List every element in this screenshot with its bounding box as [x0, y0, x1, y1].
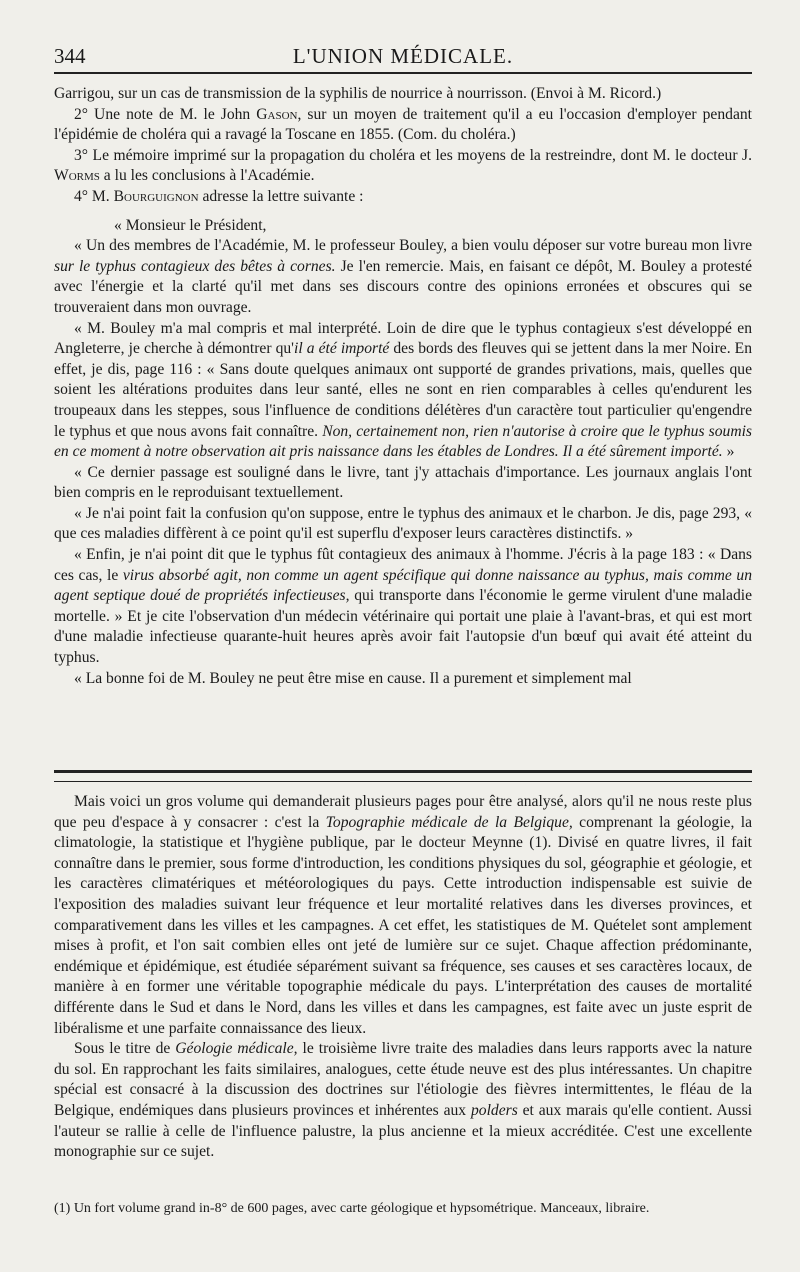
person-name: Gason [256, 105, 298, 123]
page-header [54, 44, 752, 72]
person-name: Worms [54, 167, 100, 185]
paragraph: 3° Le mémoire imprimé sur la propagation du choléra et les moyens de la restreindre, dont M. le docteur J. Worms a lu les conclusions à l'Académie. [54, 146, 752, 185]
paragraph: « M. Bouley m'a mal compris et mal interprété. Loin de dire que le typhus contagieux s'est développé en Angleterre, je cherche à démontrer qu'il a été importé des bords des fleuves qui se jettent dans la mer Noire. En effet, je dis, page 116 : « Sans doute quelques animaux ont supporté de grandes privations, mais, quelles que soient les altérations produites dans leur santé, elles ne sont en rien comparables à celles qu'endurent les troupeaux dans les steppes, sous l'influence de conditions délétères d'un caractère tout particulier qu'engendre le typhus et que nous avons fait connaître. Non, certainement non, rien n'autorise à croire que le typhus soumis en ce moment à notre observation ait pris naissance dans les étables de Londres. Il a été sûrement importé. » [54, 319, 752, 461]
paragraph: Sous le titre de Géologie médicale, le troisième livre traite des maladies dans leurs rapports avec la nature du sol. En rapprochant les faits similaires, analogues, cette étude neuve est des plus intéressantes. Un chapitre spécial est consacré à la discussion des doctrines sur l'étiologie des fièvres intermittentes, le fléau de la Belgique, endémiques dans plusieurs provinces et inhérentes aux polders et aux marais qu'elle contient. Aussi l'auteur se rallie à celle de l'influence palustre, la plus ancienne et la mieux accréditée. C'est une excellente monographie sur ce sujet. [54, 1040, 753, 1161]
paragraph: Garrigou, sur un cas de transmission de la syphilis de nourrice à nourrisson. (Envoi à M. Ricord.) [54, 85, 662, 102]
letter-salutation: « Monsieur le Président, [114, 216, 267, 234]
paragraph: Mais voici un gros volume qui demanderait plusieurs pages pour être analysé, alors qu'il ne nous reste plus que peu d'espace à y consacrer : c'est la Topographie médicale de la Belgique, comprenant la géologie, la climatologie, la statistique et l'hygiène publique, par le docteur Meynne (1). Divisé en quatre livres, il fait connaître dans le premier, sous forme d'introduction, les conditions physiques du sol, géographie et géologie, et les caractères climatériques et météorologiques du pays. Cette introduction indispensable est suivie de l'exposition des maladies suivant leur fréquence et leur mortalité relatives dans les diverses provinces, et comparativement dans les villes et les campagnes. A cet effet, les statistiques de M. Quételet sont amplement mises à profit, et l'on sait combien elles ont jeté de lumière sur ce sujet. Chaque affection prédominante, endémique et épidémique, est étudiée séparément suivant sa fréquence, ses causes et ses caractères locaux, de manière à en former une véritable topographie médicale du pays. L'interprétation des causes de mortalité différente dans le Sud et dans le Nord, dans les villes et dans les campagnes, est faite avec un juste esprit de libéralisme et une parfaite connaissance des lieux. [54, 793, 752, 1037]
page-number: 344 [54, 44, 86, 68]
paragraph: « La bonne foi de M. Bouley ne peut être mise en cause. Il a purement et simplement mal [74, 669, 632, 687]
paragraph: « Un des membres de l'Académie, M. le professeur Bouley, a bien voulu déposer sur votre bureau mon livre sur le typhus contagieux des bêtes à cornes. Je l'en remercie. Mais, en faisant ce dépôt, M. Bouley a protesté avec l'énergie et la clarté qu'il met dans ses discours contre des opinions erronées et obscures qui se trouveraient dans mon ouvrage. [54, 237, 752, 316]
footnote-text: (1) Un fort volume grand in-8° de 600 pages, avec carte géologique et hypsométrique. Manceaux, libraire. [54, 1201, 650, 1216]
feuilleton-review [54, 792, 752, 1163]
running-title: L'UNION MÉDICALE. [292, 44, 514, 68]
section-separator [54, 770, 752, 782]
person-name: Bourguignon [113, 187, 199, 205]
footnote [54, 1200, 752, 1218]
paragraph: « Enfin, je n'ai point dit que le typhus fût contagieux des animaux à l'homme. J'écris à la page 183 : « Dans ces cas, le virus absorbé agit, non comme un agent spécifique qui donne naissance au typhus, mais comme un agent septique doué de propriétés infectieuses, qui transporte dans l'économie le germe virulent d'une maladie mortelle. » Et je cite l'observation d'un médecin vétérinaire qui portait une plaie à l'avant-bras, et qui est mort d'une maladie infectieuse quarante-huit heures après avoir fait l'autopsie d'un bœuf qui avait été atteint du typhus. [54, 546, 752, 667]
academy-correspondence [54, 84, 752, 689]
paragraph: « Je n'ai point fait la confusion qu'on suppose, entre le typhus des animaux et le charbon. Je dis, page 293, « que ces maladies diffèrent à ce point qu'il est superflu d'exposer leurs caractères distinctifs. » [54, 504, 752, 543]
paragraph: 2° Une note de M. le John Gason, sur un moyen de traitement qu'il a eu l'occasion d'employer pendant l'épidémie de choléra qui a ravagé la Toscane en 1855. (Com. du choléra.) [54, 105, 752, 144]
paragraph: « Ce dernier passage est souligné dans le livre, tant j'y attachais d'importance. Les journaux anglais l'ont bien compris en le reproduisant textuellement. [54, 463, 752, 502]
paragraph: 4° M. Bourguignon adresse la lettre suivante : [74, 187, 364, 205]
header-rule [54, 72, 752, 74]
